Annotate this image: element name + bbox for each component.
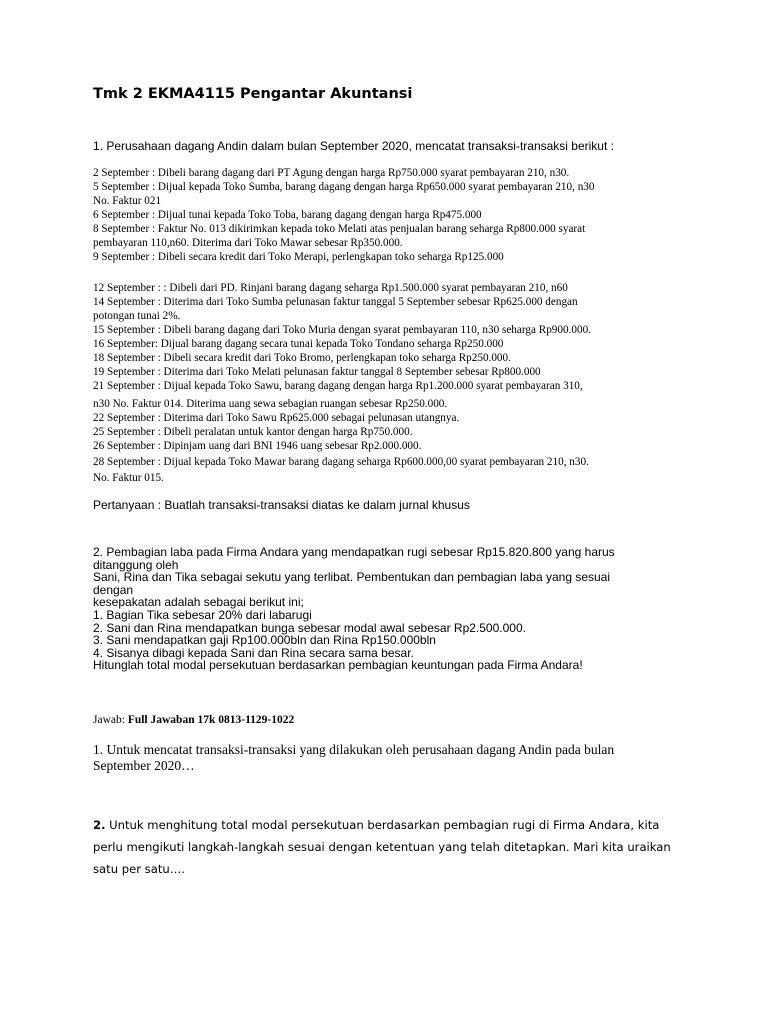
transaction-line: 2 September : Dibeli barang dagang dari PT Agung dengan harga Rp750.000 syarat pembayaran 210, n30. <box>93 167 570 179</box>
transaction-line: 6 September : Dijual tunai kepada Toko Toba, barang dagang dengan harga Rp475.000 <box>93 209 482 221</box>
transaction-line: 28 September : Dijual kepada Toko Mawar barang dagang seharga Rp600.000,00 syarat pembayaran 210, n30. <box>93 456 589 468</box>
transaction-line: 22 September : Diterima dari Toko Sawu Rp625.000 sebagai pelunasan utangnya. <box>93 412 460 424</box>
transaction-line: 25 September : Dibeli peralatan untuk kantor dengan harga Rp750.000. <box>93 426 413 438</box>
transaction-line: 14 September : Diterima dari Toko Sumba pelunasan faktur tanggal 5 September sebesar Rp625.000 dengan <box>93 296 578 308</box>
answer-1 <box>93 742 614 774</box>
question-1-transactions-a <box>93 166 693 264</box>
question-2-line: ditanggung oleh <box>93 557 179 572</box>
transaction-line: n30 No. Faktur 014. Diterima uang sewa sebagian ruangan sebesar Rp250.000. <box>93 398 448 410</box>
answer-label: Jawab: <box>93 714 128 726</box>
question-2 <box>93 546 615 672</box>
question-2-line: Hitunglah total modal persekutuan berdasarkan pembagian keuntungan pada Firma Andara! <box>93 658 583 673</box>
answer-2-number: 2. <box>93 818 106 832</box>
transaction-line: potongan tunai 2%. <box>93 310 181 322</box>
transaction-line: 5 September : Dijual kepada Toko Sumba, barang dagang dengan harga Rp650.000 syarat pembayaran 210, n30 <box>93 181 595 193</box>
question-2-line: kesepakatan adalah sebagai berikut ini; <box>93 595 304 610</box>
question-1-transactions-c <box>93 397 693 469</box>
transaction-line: 18 September : Dibeli secara kredit dari Toko Bromo, perlengkapan toko seharga Rp250.000. <box>93 352 511 364</box>
transaction-line: 12 September : : Dibeli dari PD. Rinjani barang dagang seharga Rp1.500.000 syarat pembayaran 210, n60 <box>93 282 568 294</box>
document-title: Tmk 2 EKMA4115 Pengantar Akuntansi <box>93 86 413 102</box>
answer-1-line: 1. Untuk mencatat transaksi-transaksi yang dilakukan oleh perusahaan dagang Andin pada bulan <box>93 742 615 757</box>
transaction-line: 21 September : Dijual kepada Toko Sawu, barang dagang dengan harga Rp1.200.000 syarat pembayaran 310, <box>93 380 583 392</box>
question-1-prompt: Pertanyaan : Buatlah transaksi-transaksi diatas ke dalam jurnal khusus <box>93 498 470 512</box>
answer-2 <box>93 814 671 880</box>
question-2-line: dengan <box>93 582 134 597</box>
question-2-line: 1. Bagian Tika sebesar 20% dari labarugi <box>93 607 312 622</box>
transaction-line: 9 September : Dibeli secara kredit dari Toko Merapi, perlengkapan toko seharga Rp125.000 <box>93 251 504 263</box>
question-1-transactions-b <box>93 281 693 393</box>
transaction-line: 16 September: Dijual barang dagang secara tunai kepada Toko Tondano seharga Rp250.000 <box>93 338 504 350</box>
transaction-line: 19 September : Diterima dari Toko Melati pelunasan faktur tanggal 8 September sebesar Rp800.000 <box>93 366 541 378</box>
transaction-line: No. Faktur 021 <box>93 195 162 207</box>
answer-contact: Full Jawaban 17k 0813-1129-1022 <box>127 714 295 726</box>
transaction-line: 8 September : Faktur No. 013 dikirimkan kepada toko Melati atas penjualan barang seharga Rp800.000 syarat <box>93 223 586 235</box>
question-2-line: 2. Sani dan Rina mendapatkan bunga sebesar modal awal sebesar Rp2.500.000. <box>93 620 526 635</box>
transaction-line: pembayaran 110,n60. Diterima dari Toko Mawar sebesar Rp350.000. <box>93 237 403 249</box>
question-2-line: 4. Sisanya dibagi kepada Sani dan Rina secara sama besar. <box>93 645 414 660</box>
transaction-line: 26 September : Dipinjam uang dari BNI 1946 uang sebesar Rp2.000.000. <box>93 440 422 452</box>
answer-header <box>93 714 294 726</box>
question-1-last-line: No. Faktur 015. <box>93 472 164 484</box>
answer-1-line: September 2020… <box>93 758 195 773</box>
question-2-line: 2. Pembagian laba pada Firma Andara yang mendapatkan rugi sebesar Rp15.820.800 yang harus <box>93 545 615 559</box>
question-1-intro: 1. Perusahaan dagang Andin dalam bulan September 2020, mencatat transaksi-transaksi berikut : <box>93 139 614 153</box>
answer-2-line: perlu mengikuti langkah-langkah sesuai dengan ketentuan yang telah ditetapkan. Mari kita uraikan <box>93 840 671 854</box>
question-2-line: 3. Sani mendapatkan gaji Rp100.000bln dan Rina Rp150.000bln <box>93 633 436 648</box>
answer-2-line: 2. Untuk menghitung total modal persekutuan berdasarkan pembagian rugi di Firma Andara, kita <box>93 818 660 832</box>
transaction-line: 15 September : Dibeli barang dagang dari Toko Muria dengan syarat pembayaran 110, n30 seharga Rp900.000. <box>93 324 591 336</box>
question-2-line: Sani, Rina dan Tika sebagai sekutu yang terlibat. Pembentukan dan pembagian laba yang sesuai <box>93 570 611 585</box>
answer-2-line: satu per satu…. <box>93 862 185 876</box>
